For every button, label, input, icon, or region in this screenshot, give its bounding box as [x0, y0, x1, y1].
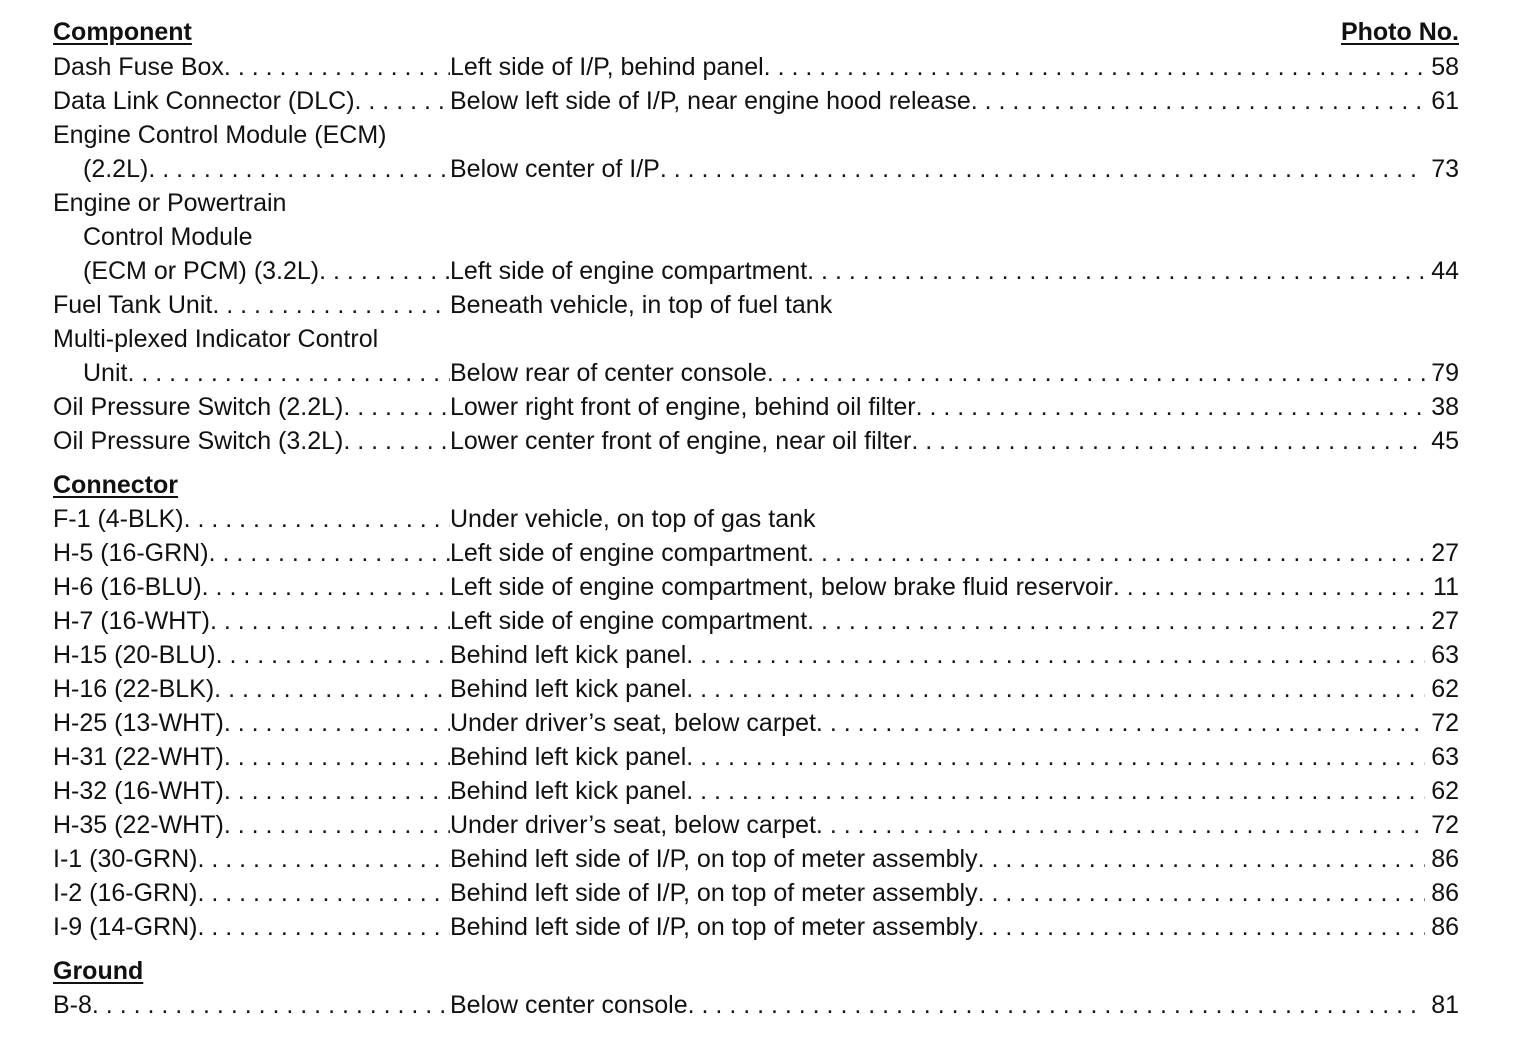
photo-number: 62: [1431, 777, 1459, 805]
table-row: [53, 774, 1459, 808]
location-cell: [450, 842, 1425, 876]
location-text: Behind left side of I/P, on top of meter assembly: [450, 845, 978, 873]
table-row: [53, 424, 1459, 458]
table-row: [53, 84, 1459, 118]
location-text: Left side of engine compartment: [450, 257, 808, 285]
location-cell: [450, 356, 1425, 390]
photo-number: 61: [1431, 87, 1459, 115]
photo-number: 63: [1431, 641, 1459, 669]
component-name: H-16 (22-BLK): [53, 675, 215, 703]
component-cell: [53, 988, 450, 1022]
table-row: [53, 152, 1459, 186]
location-cell: [450, 638, 1425, 672]
component-name: Unit: [83, 359, 128, 387]
table-row: [53, 390, 1459, 424]
table-row: [53, 604, 1459, 638]
component-cell: [53, 536, 450, 570]
photo-number: 86: [1431, 879, 1459, 907]
table-row: [53, 570, 1459, 604]
table-row: [53, 356, 1459, 390]
component-name: Data Link Connector (DLC): [53, 87, 355, 115]
location-cell: [450, 152, 1425, 186]
location-cell: [450, 220, 1425, 254]
dot-leader: [978, 842, 1425, 876]
photo-number: 63: [1431, 743, 1459, 771]
location-cell: [450, 570, 1425, 604]
photo-number: 81: [1431, 991, 1459, 1019]
dot-leader: [197, 910, 450, 944]
dot-leader: [127, 356, 450, 390]
location-text: Lower right front of engine, behind oil filter: [450, 393, 916, 421]
component-name: Engine or Powertrain: [53, 189, 287, 217]
location-cell: [450, 322, 1425, 356]
location-text: Beneath vehicle, in top of fuel tank: [450, 291, 833, 319]
photo-number-heading: Photo No.: [1340, 18, 1459, 46]
component-cell: [53, 50, 450, 84]
location-text: Behind left kick panel: [450, 777, 687, 805]
photo-number: 72: [1431, 709, 1459, 737]
location-text: Left side of engine compartment: [450, 539, 808, 567]
component-name: Dash Fuse Box: [53, 53, 224, 81]
component-name: F-1 (4-BLK): [53, 505, 184, 533]
location-cell: [450, 118, 1425, 152]
location-cell: [450, 740, 1425, 774]
component-name: Multi-plexed Indicator Control: [53, 325, 379, 353]
component-cell: [53, 322, 450, 356]
dot-leader: [224, 50, 450, 84]
component-cell: [53, 604, 450, 638]
dot-leader: [184, 502, 450, 536]
dot-leader: [911, 424, 1425, 458]
component-name: Engine Control Module (ECM): [53, 121, 387, 149]
location-cell: [450, 390, 1425, 424]
ground-list: [53, 988, 1459, 1022]
location-cell: [450, 502, 1425, 536]
component-name: H-7 (16-WHT): [53, 607, 210, 635]
photo-number: [1425, 322, 1459, 356]
table-row: [53, 288, 1459, 322]
dot-leader: [686, 672, 1425, 706]
component-name: H-6 (16-BLU): [53, 573, 202, 601]
connector-list: [53, 502, 1459, 944]
component-cell: [53, 220, 450, 254]
dot-leader: [224, 774, 450, 808]
table-row: [53, 842, 1459, 876]
location-cell: [450, 910, 1425, 944]
component-cell: [53, 570, 450, 604]
location-text: Below center of I/P: [450, 155, 660, 183]
dot-leader: [212, 288, 450, 322]
photo-number: [1425, 502, 1459, 536]
location-text: Under vehicle, on top of gas tank: [450, 505, 816, 533]
table-row: [53, 186, 1459, 220]
dot-leader: [686, 638, 1425, 672]
component-name: H-35 (22-WHT): [53, 811, 224, 839]
photo-number: 38: [1431, 393, 1459, 421]
dot-leader: [343, 390, 450, 424]
component-cell: [53, 118, 450, 152]
photo-number: 79: [1431, 359, 1459, 387]
component-name: (2.2L): [83, 155, 149, 183]
dot-leader: [816, 706, 1425, 740]
component-cell: [53, 842, 450, 876]
component-name: Oil Pressure Switch (2.2L): [53, 393, 344, 421]
component-cell: [53, 84, 450, 118]
table-row: [53, 876, 1459, 910]
component-cell: [53, 876, 450, 910]
table-row: [53, 502, 1459, 536]
component-heading: Component: [53, 18, 192, 46]
dot-leader: [224, 706, 450, 740]
photo-number: [1425, 118, 1459, 152]
photo-number: [1425, 288, 1459, 322]
table-row: [53, 50, 1459, 84]
dot-leader: [688, 988, 1425, 1022]
dot-leader: [355, 84, 450, 118]
location-cell: [450, 50, 1425, 84]
table-row: [53, 706, 1459, 740]
table-row: [53, 910, 1459, 944]
table-row: [53, 808, 1459, 842]
dot-leader: [202, 570, 450, 604]
photo-number: 45: [1431, 427, 1459, 455]
component-cell: [53, 424, 450, 458]
location-cell: [450, 808, 1425, 842]
dot-leader: [92, 988, 450, 1022]
location-cell: [450, 706, 1425, 740]
component-cell: [53, 254, 450, 288]
ground-heading: Ground: [53, 957, 144, 985]
component-name: I-9 (14-GRN): [53, 913, 198, 941]
location-text: Left side of engine compartment, below brake fluid reservoir: [450, 573, 1113, 601]
location-cell: [450, 988, 1425, 1022]
location-text: Behind left kick panel: [450, 675, 687, 703]
photo-number: [1425, 220, 1459, 254]
dot-leader: [978, 910, 1425, 944]
component-cell: [53, 672, 450, 706]
photo-number: 11: [1433, 573, 1459, 601]
location-cell: [450, 604, 1425, 638]
dot-leader: [978, 876, 1425, 910]
component-name: Control Module: [83, 223, 253, 251]
table-row: [53, 988, 1459, 1022]
connector-heading: Connector: [53, 471, 178, 499]
location-cell: [450, 672, 1425, 706]
component-cell: [53, 356, 450, 390]
location-text: Behind left kick panel: [450, 743, 687, 771]
component-list: [53, 50, 1459, 458]
photo-number: [1425, 186, 1459, 220]
location-text: Below center console: [450, 991, 688, 1019]
location-text: Left side of engine compartment: [450, 607, 808, 635]
component-cell: [53, 706, 450, 740]
table-row: [53, 672, 1459, 706]
component-name: H-31 (22-WHT): [53, 743, 224, 771]
component-name: H-5 (16-GRN): [53, 539, 209, 567]
location-cell: [450, 424, 1425, 458]
component-cell: [53, 288, 450, 322]
component-cell: [53, 186, 450, 220]
table-row: [53, 118, 1459, 152]
table-row: [53, 220, 1459, 254]
location-text: Under driver’s seat, below carpet: [450, 709, 816, 737]
dot-leader: [214, 672, 450, 706]
location-text: Under driver’s seat, below carpet: [450, 811, 816, 839]
table-row: [53, 638, 1459, 672]
component-cell: [53, 390, 450, 424]
location-text: Left side of I/P, behind panel: [450, 53, 764, 81]
location-cell: [450, 536, 1425, 570]
dot-leader: [1113, 570, 1425, 604]
location-cell: [450, 288, 1425, 322]
component-cell: [53, 152, 450, 186]
dot-leader: [209, 536, 450, 570]
dot-leader: [224, 808, 450, 842]
dot-leader: [660, 152, 1425, 186]
dot-leader: [197, 842, 450, 876]
component-name: (ECM or PCM) (3.2L): [83, 257, 320, 285]
dot-leader: [686, 774, 1425, 808]
table-row: [53, 254, 1459, 288]
table-row: [53, 740, 1459, 774]
dot-leader: [767, 356, 1425, 390]
location-text: Lower center front of engine, near oil filter: [450, 427, 912, 455]
dot-leader: [971, 84, 1425, 118]
table-row: [53, 536, 1459, 570]
table-row: [53, 322, 1459, 356]
location-text: Behind left side of I/P, on top of meter assembly: [450, 913, 978, 941]
location-text: Behind left kick panel: [450, 641, 687, 669]
location-text: Behind left side of I/P, on top of meter assembly: [450, 879, 978, 907]
photo-number: 27: [1431, 539, 1459, 567]
dot-leader: [343, 424, 450, 458]
component-cell: [53, 808, 450, 842]
photo-number: 62: [1431, 675, 1459, 703]
photo-number: 27: [1431, 607, 1459, 635]
dot-leader: [319, 254, 450, 288]
component-name: H-32 (16-WHT): [53, 777, 224, 805]
component-name: Fuel Tank Unit: [53, 291, 213, 319]
component-cell: [53, 502, 450, 536]
location-cell: [450, 876, 1425, 910]
dot-leader: [216, 638, 450, 672]
table-header: [53, 16, 1459, 50]
component-name: H-15 (20-BLU): [53, 641, 216, 669]
photo-number: 44: [1431, 257, 1459, 285]
dot-leader: [224, 740, 450, 774]
location-text: Below left side of I/P, near engine hood release: [450, 87, 971, 115]
photo-number: 86: [1431, 913, 1459, 941]
dot-leader: [816, 808, 1425, 842]
dot-leader: [686, 740, 1425, 774]
component-name: B-8: [53, 991, 92, 1019]
component-cell: [53, 638, 450, 672]
photo-number: 86: [1431, 845, 1459, 873]
dot-leader: [807, 604, 1425, 638]
location-cell: [450, 254, 1425, 288]
component-cell: [53, 774, 450, 808]
dot-leader: [148, 152, 450, 186]
component-name: Oil Pressure Switch (3.2L): [53, 427, 344, 455]
dot-leader: [916, 390, 1425, 424]
component-name: I-1 (30-GRN): [53, 845, 198, 873]
component-name: H-25 (13-WHT): [53, 709, 224, 737]
component-locator-table: [53, 16, 1459, 1022]
component-name: I-2 (16-GRN): [53, 879, 198, 907]
dot-leader: [210, 604, 450, 638]
dot-leader: [197, 876, 450, 910]
component-cell: [53, 910, 450, 944]
photo-number: 72: [1431, 811, 1459, 839]
location-cell: [450, 84, 1425, 118]
component-cell: [53, 740, 450, 774]
location-text: Below rear of center console: [450, 359, 767, 387]
location-cell: [450, 186, 1425, 220]
dot-leader: [807, 536, 1425, 570]
photo-number: 58: [1431, 53, 1459, 81]
dot-leader: [807, 254, 1425, 288]
dot-leader: [764, 50, 1425, 84]
photo-number: 73: [1431, 155, 1459, 183]
location-cell: [450, 774, 1425, 808]
